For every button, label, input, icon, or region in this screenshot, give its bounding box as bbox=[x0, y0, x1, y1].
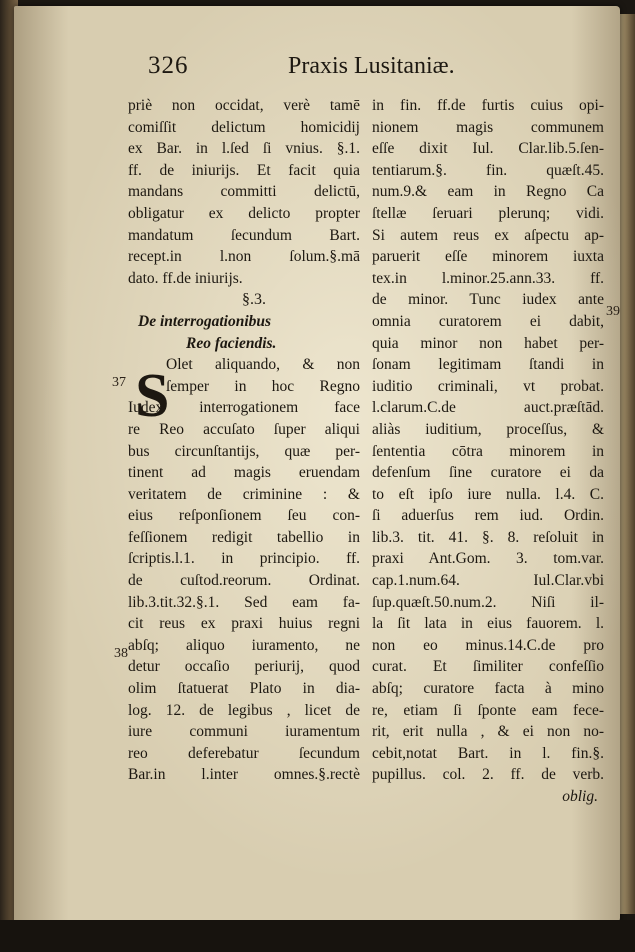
text-line: ex Bar. in l.ſed ſi vnius. §.1. bbox=[128, 140, 360, 158]
text-line: ſonam legitimam ſtandi in bbox=[372, 356, 604, 374]
page-header bbox=[148, 52, 478, 88]
text-line: cebit,notat Bart. in l. fin.§. bbox=[372, 744, 604, 762]
section-heading: De interrogationibus bbox=[138, 312, 272, 330]
text-line: non eo minus.14.C.de pro bbox=[372, 636, 604, 654]
text-line: eſſe dixit Iul. Clar.lib.5.ſen- bbox=[372, 140, 604, 158]
text-line: curat. Et ſimiliter confeſſio bbox=[372, 658, 604, 676]
text-line: omnia curatorem ei dabit, bbox=[372, 312, 604, 330]
text-line: recept.in l.non ſolum.§.mā bbox=[128, 248, 360, 266]
text-line: abſq; aliquo iuramento, ne bbox=[128, 636, 360, 654]
text-line: la ſit lata in eius fauorem. l. bbox=[372, 615, 604, 633]
text-line: veritatem de criminine : & bbox=[128, 485, 360, 503]
text-line: ſi aduerſus rem iud. Ordin. bbox=[372, 507, 604, 525]
text-line: to eſt ipſo iure nulla. l.4. C. bbox=[372, 485, 604, 503]
text-line: re, etiam ſi ſponte eam fece- bbox=[372, 701, 604, 719]
scan-background bbox=[0, 920, 635, 952]
page-number: 326 bbox=[148, 52, 189, 79]
text-line: bus circunſtantijs, quæ per- bbox=[128, 442, 360, 460]
text-line: de cuſtod.reorum. Ordinat. bbox=[128, 572, 360, 590]
text-line: abſq; curatore facta à mino bbox=[372, 680, 604, 698]
text-line: reo deferebatur ſecundum bbox=[128, 744, 360, 762]
text-line: cit reus ex praxi huius regni bbox=[128, 615, 360, 633]
text-line: iuditio criminali, vt probat. bbox=[372, 377, 604, 395]
text-line: log. 12. de legibus , licet de bbox=[128, 701, 360, 719]
right-column bbox=[372, 95, 604, 808]
text-line: praxi Ant.Gom. 3. tom.var. bbox=[372, 550, 604, 568]
text-line: lib.3. tit. 41. §. 8. reſoluit in bbox=[372, 528, 604, 546]
text-line: ſtellæ ſeruari plerunq; vidi. bbox=[372, 204, 604, 222]
text-line: detur occaſio periurij, quod bbox=[128, 658, 360, 676]
catchword: oblig. bbox=[562, 788, 598, 805]
text-line: eius reſponſionem ſeu con- bbox=[128, 507, 360, 525]
text-line: cap.1.num.64. Iul.Clar.vbi bbox=[372, 572, 604, 590]
text-line: feſſionem redigit tabellio in bbox=[128, 528, 360, 546]
text-line: tentiarum.§. fin. quæſt.45. bbox=[372, 161, 604, 179]
text-line: Si autem reus ex aſpectu ap- bbox=[372, 226, 604, 244]
text-line: Olet aliquando, & non bbox=[166, 356, 360, 374]
left-column bbox=[128, 95, 360, 786]
margin-note-number: 39 bbox=[606, 304, 620, 319]
text-line: Iudex interrogationem face bbox=[128, 399, 360, 417]
drop-cap: S bbox=[135, 362, 170, 430]
text-line: iure communi iuramentum bbox=[128, 723, 360, 741]
text-line: mandatum ſecundum Bart. bbox=[128, 226, 360, 244]
text-line: ff. de iniurijs. Et facit quia bbox=[128, 161, 360, 179]
text-line: num.9.& eam in Regno Ca bbox=[372, 183, 604, 201]
text-line: ſententia cōtra minorem in bbox=[372, 442, 604, 460]
text-line: mandans committi delictū, bbox=[128, 183, 360, 201]
running-title: Praxis Lusitaniæ. bbox=[288, 53, 455, 79]
text-line: comiſſit delictum homicidij bbox=[128, 118, 360, 136]
text-line: paruerit eſſe minorem iuxta bbox=[372, 248, 604, 266]
text-line: ſup.quæſt.50.num.2. Niſi il- bbox=[372, 593, 604, 611]
text-line: aliàs iuditium, proceſſus, & bbox=[372, 420, 604, 438]
text-line: olim ſtatuerat Plato in dia- bbox=[128, 680, 360, 698]
text-line: nionem magis communem bbox=[372, 118, 604, 136]
text-line: ſemper in hoc Regno bbox=[166, 377, 360, 395]
text-line: tex.in l.minor.25.ann.33. ff. bbox=[372, 269, 604, 287]
text-line: pupillus. col. 2. ff. de verb. bbox=[372, 766, 604, 784]
margin-note-number: 38 bbox=[114, 646, 128, 661]
text-line: Bar.in l.inter omnes.§.rectè bbox=[128, 766, 360, 784]
text-line: obligatur ex delicto propter bbox=[128, 204, 360, 222]
text-line: priè non occidat, verè tamē bbox=[128, 97, 360, 114]
text-line: quia minor non habet per- bbox=[372, 334, 604, 352]
text-line: dato. ff.de iniurijs. bbox=[128, 269, 243, 287]
section-heading: Reo faciendis. bbox=[186, 334, 277, 352]
text-line: rit, erit nulla , & ei non no- bbox=[372, 723, 604, 741]
text-line: re Reo accuſato ſuper aliqui bbox=[128, 420, 360, 438]
text-line: in fin. ff.de furtis cuius opi- bbox=[372, 97, 604, 114]
text-line: l.clarum.C.de auct.præſtād. bbox=[372, 399, 604, 417]
text-line: defenſum ſine curatore ei da bbox=[372, 464, 604, 482]
margin-note-number: 37 bbox=[112, 375, 126, 390]
text-line: lib.3.tit.32.§.1. Sed eam fa- bbox=[128, 593, 360, 611]
text-line: tinent ad magis eruendam bbox=[128, 464, 360, 482]
section-number: §.3. bbox=[242, 291, 266, 309]
text-line: de minor. Tunc iudex ante bbox=[372, 291, 604, 309]
text-line: ſcriptis.l.1. in principio. ff. bbox=[128, 550, 360, 568]
